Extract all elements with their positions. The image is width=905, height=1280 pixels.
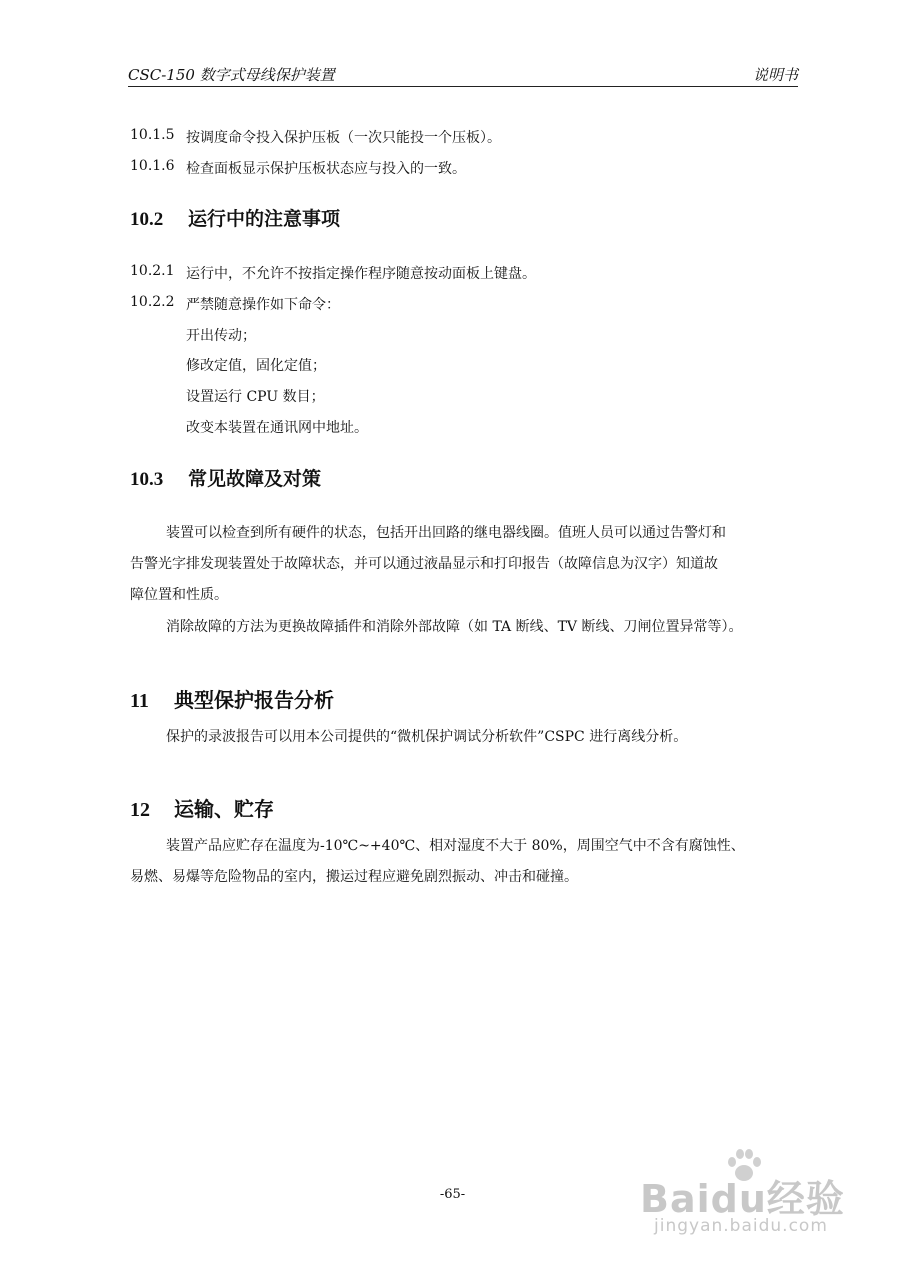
page-header bbox=[128, 64, 798, 86]
command-list-item: 修改定值，固化定值； bbox=[186, 358, 326, 374]
chapter-title: 运输、贮存 bbox=[174, 797, 274, 821]
item-number-10-2-2: 10.2.2 bbox=[130, 294, 175, 310]
watermark-url: jingyan.baidu.com bbox=[654, 1216, 828, 1236]
item-text-10-2-1: 运行中，不允许不按指定操作程序随意按动面板上键盘。 bbox=[186, 266, 536, 282]
section-title: 常见故障及对策 bbox=[188, 468, 322, 490]
paragraph-line: 保护的录波报告可以用本公司提供的“微机保护调试分析软件”CSPC 进行离线分析。 bbox=[166, 729, 688, 745]
section-number: 10.3 bbox=[130, 469, 164, 490]
chapter-heading-11 bbox=[130, 684, 334, 713]
page-number: -65- bbox=[439, 1187, 466, 1202]
command-list-item: 设置运行 CPU 数目； bbox=[186, 389, 325, 405]
paragraph-line: 告警光字排发现装置处于故障状态，并可以通过液晶显示和打印报告（故障信息为汉字）知道故 bbox=[130, 556, 718, 572]
item-text-10-1-6: 检查面板显示保护压板状态应与投入的一致。 bbox=[186, 161, 466, 177]
paragraph-line: 障位置和性质。 bbox=[130, 587, 228, 603]
item-number-10-1-5: 10.1.5 bbox=[130, 127, 175, 143]
paragraph-line: 装置产品应贮存在温度为-10℃~+40℃、相对湿度不大于 80%，周围空气中不含有腐蚀性、 bbox=[166, 838, 745, 854]
paragraph-line: 装置可以检查到所有硬件的状态，包括开出回路的继电器线圈。值班人员可以通过告警灯和 bbox=[166, 525, 726, 541]
section-title: 运行中的注意事项 bbox=[188, 208, 341, 230]
header-rule bbox=[128, 86, 798, 87]
chapter-heading-12 bbox=[130, 793, 274, 822]
command-list-item: 改变本装置在通讯网中地址。 bbox=[186, 420, 368, 436]
chapter-title: 典型保护报告分析 bbox=[174, 688, 334, 712]
header-doc-title: CSC-150 数字式母线保护装置 bbox=[128, 66, 335, 84]
command-list-item: 开出传动； bbox=[186, 328, 256, 344]
chapter-number: 11 bbox=[130, 690, 149, 712]
item-number-10-2-1: 10.2.1 bbox=[130, 263, 175, 279]
item-text-10-2-2: 严禁随意操作如下命令： bbox=[186, 297, 340, 313]
chapter-number: 12 bbox=[130, 799, 150, 821]
item-number-10-1-6: 10.1.6 bbox=[130, 158, 175, 174]
section-heading-10-3 bbox=[130, 464, 321, 491]
header-doc-type: 说明书 bbox=[752, 66, 798, 84]
section-heading-10-2 bbox=[130, 204, 340, 231]
paragraph-line: 消除故障的方法为更换故障插件和消除外部故障（如 TA 断线、TV 断线、刀闸位置异常等）。 bbox=[166, 619, 743, 635]
section-number: 10.2 bbox=[130, 209, 164, 230]
watermark-logo-text: Baidu经验 bbox=[640, 1177, 845, 1221]
watermark bbox=[640, 1148, 870, 1248]
item-text-10-1-5: 按调度命令投入保护压板（一次只能投一个压板）。 bbox=[186, 130, 501, 146]
paragraph-line: 易燃、易爆等危险物品的室内，搬运过程应避免剧烈振动、冲击和碰撞。 bbox=[130, 869, 578, 885]
